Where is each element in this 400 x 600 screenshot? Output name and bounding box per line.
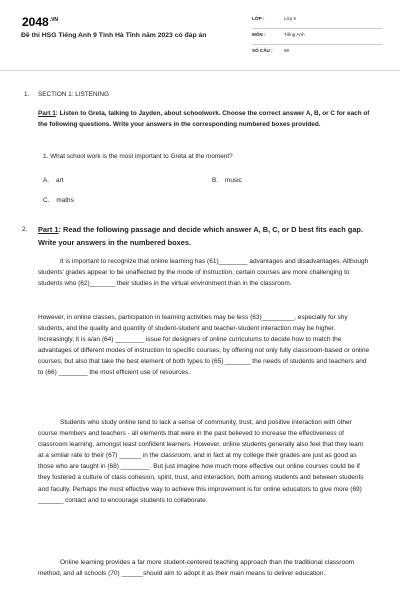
meta-value: 99 bbox=[284, 48, 290, 53]
meta-label: SỐ CÂU : bbox=[252, 48, 273, 53]
section-number: 2. bbox=[22, 226, 28, 233]
logo-suffix: .VN bbox=[49, 17, 59, 23]
instruction-text: : Listen to Greta, talking to Jayden, about schoolwork. Choose the correct answer A, B, or C for each of the following questions. Write your answers in the corresponding numbered boxes provided. bbox=[38, 110, 370, 129]
option-text: maths bbox=[56, 197, 74, 204]
meta-label: LỚP : bbox=[252, 16, 265, 21]
meta-value: Tiếng Anh bbox=[284, 32, 305, 37]
part-label: Part 1 bbox=[38, 110, 56, 117]
option-letter: C. bbox=[43, 197, 50, 204]
part-label: Part 1 bbox=[38, 225, 59, 234]
header-divider bbox=[0, 70, 400, 71]
meta-label: MÔN : bbox=[252, 32, 266, 37]
question-text: 1. What school work is the most important to Greta at the moment? bbox=[43, 153, 233, 160]
section-title: SECTION 1: LISTENING bbox=[38, 91, 110, 98]
passage-paragraph: It is important to recognize that online learning has (61)________ advantages and disadvantages. Although students' grades appear to be unaffected by the mode of instruction, certain courses are more challenging to students who (62)_______ their studies in the virtual environment than in the classroom. bbox=[38, 258, 369, 288]
meta-row-question-count bbox=[252, 45, 382, 60]
option-text: music bbox=[225, 177, 242, 184]
passage-paragraph: Online learning provides a far more student-centered teaching approach than the traditional classroom method, and all schools (70) ______should aim to adopt it as their main means to deliver education. bbox=[38, 559, 355, 578]
section-instruction bbox=[38, 224, 370, 249]
document-title: Đề thi HSG Tiếng Anh 9 Tỉnh Hà Tĩnh năm 2023 có đáp án bbox=[21, 32, 207, 39]
site-logo[interactable] bbox=[22, 15, 58, 29]
answer-option-a[interactable] bbox=[43, 177, 64, 184]
meta-table bbox=[252, 13, 382, 60]
option-text: art bbox=[56, 177, 64, 184]
page-header bbox=[0, 0, 400, 62]
option-letter: B. bbox=[212, 177, 219, 184]
answer-option-b[interactable] bbox=[212, 177, 242, 184]
meta-row-subject bbox=[252, 29, 382, 45]
logo-text: 2048 bbox=[22, 15, 49, 29]
instruction-text: : Read the following passage and decide which answer A, B, C, or D best fits each gap. Write your answers in the numbered boxes. bbox=[38, 225, 363, 247]
section-number: 1. bbox=[24, 91, 30, 98]
meta-value: Lớp 9 bbox=[284, 16, 296, 21]
answer-option-c[interactable] bbox=[43, 197, 74, 204]
option-letter: A. bbox=[43, 177, 50, 184]
meta-row-class bbox=[252, 13, 382, 29]
section-instruction bbox=[38, 108, 370, 130]
passage-paragraph: Students who study online tend to lack a sense of community, trust, and positive interaction with other course members and teachers - all elements that were in the past believed to increase the effectiveness of classroom learning, amongst least confident learners. However, online students generally also feel that they learn at a similar rate to their (67) ______ in the classroom, and in fact at my college their grades are just as good as those who are taught in (68) ________. But just imagine how much more effective our online courses could be if they fostered a culture of class cohesion, spirit, trust, and interaction, both among students and between students and faculty. Perhaps the most effective way to achieve this improvement is for online educators to give more (69) _______ contact and to encourage students to collaborate. bbox=[38, 419, 364, 504]
passage-paragraph: However, in online classes, participation in learning activities may be less (63)_________, especially for shy students, and the quality and quantity of student-student and teacher-student interaction may be higher. Increasingly, it is a/an (64) ________ issue for designers of online curriculums to decide how to match the advantages of different modes of instruction to specific courses, by offering not only fully classroom-based or online courses; but also that take the best element of both types to (65) _______ the needs of students and teachers and to (66) ________ the most efficient use of resources. bbox=[38, 314, 370, 377]
